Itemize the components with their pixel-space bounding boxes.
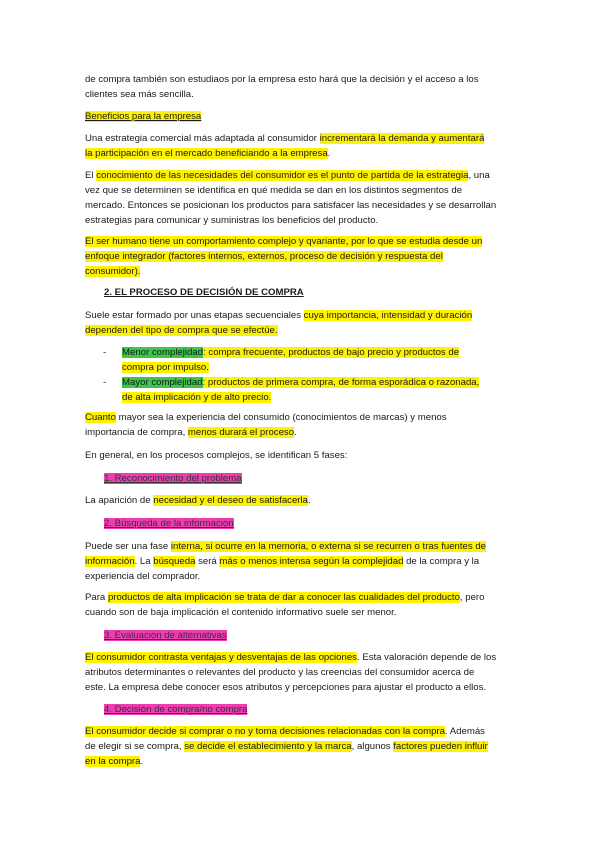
- stages-text: Suele estar formado por unas etapas secuenciales: [85, 310, 304, 321]
- human-line-3: consumidor).: [85, 266, 141, 277]
- phase1-text: La aparición de: [85, 495, 154, 506]
- benefits-heading: [85, 109, 515, 124]
- benefits-highlight-1: incrementará la demanda y aumentará: [319, 133, 485, 144]
- paragraph-general: [85, 448, 515, 463]
- human-line-1: El ser humano tiene un comportamiento complejo y qvariante, por lo que se estudia desde un: [85, 236, 483, 247]
- paragraph-human: [85, 234, 515, 279]
- phase2-text: Puede ser una fase: [85, 541, 171, 552]
- phase1-heading: [104, 471, 534, 486]
- paragraph-phase4: [85, 724, 515, 769]
- knowledge-line-2: vez que se determinen se identifica en qué medida se dan en los distintos segmentos de: [85, 185, 463, 196]
- phase2-highlight-1: interna, si ocurre en la memoria, o externa si se recurren o tras fuentes de: [170, 541, 487, 552]
- cuanto-highlight-2: menos durará el proceso: [187, 427, 295, 438]
- benefits-period: .: [327, 148, 331, 159]
- general-text: En general, en los procesos complejos, se identifican 5 fases:: [85, 450, 348, 461]
- complexity-list: [103, 345, 533, 405]
- phase1-highlight: necesidad y el deseo de satisfacerla: [153, 495, 308, 506]
- knowledge-text: El: [85, 170, 97, 181]
- phase2-line-3: experiencia del comprador.: [85, 571, 201, 582]
- paragraph-involvement: [85, 590, 515, 620]
- paragraph-knowledge: [85, 168, 515, 228]
- intro-line-1: de compra también son estudiaos por la empresa esto hará que la decisión y el acceso a los: [85, 74, 479, 85]
- paragraph-phase1: [85, 493, 515, 508]
- bullet-dash: -: [103, 347, 107, 358]
- bullet-text-less: : compra frecuente, productos de bajo precio y productos de: [203, 347, 460, 358]
- intro-line-2: clientes sea más sencilla.: [85, 89, 194, 100]
- bullet-text-more-2: de alta implicación y de alto precio.: [122, 392, 272, 403]
- phase3-title: 3. Evaluación de alternativas: [104, 630, 227, 641]
- bullet-dash: -: [103, 377, 107, 388]
- phase4-text-3: , algunos: [351, 741, 394, 752]
- paragraph-phase2: [85, 539, 515, 584]
- phase4-highlight-4: en la compra: [85, 756, 141, 767]
- phase2-highlight-2: información: [85, 556, 135, 567]
- bullet-label-more: Mayor complejidad: [122, 377, 203, 388]
- phase2-title: 2. Búsqueda de la información: [104, 518, 234, 529]
- phase4-title: 4. Decisión de compra/no compra: [104, 704, 248, 715]
- knowledge-tail: , una: [468, 170, 490, 181]
- involve-text: Para: [85, 592, 108, 603]
- phase2-text-2: . La: [134, 556, 154, 567]
- bullet-label-less: Menor complejidad: [122, 347, 204, 358]
- list-item: [103, 345, 533, 360]
- phase4-text: . Además: [444, 726, 485, 737]
- paragraph-stages: [85, 308, 515, 338]
- cuanto-text: mayor sea la experiencia del consumido (conocimientos de marcas) y menos: [115, 412, 447, 423]
- phase3-highlight: El consumidor contrasta ventajas y desventajas de las opciones: [85, 652, 357, 663]
- phase2-highlight-4: más o menos intensa según la complejidad: [219, 556, 404, 567]
- phase3-heading: [104, 628, 534, 643]
- paragraph-cuanto: [85, 410, 515, 440]
- section-heading: [104, 285, 534, 300]
- phase2-heading: [104, 516, 534, 531]
- paragraph-phase3: [85, 650, 515, 695]
- phase2-text-3: será: [195, 556, 220, 567]
- phase4-heading: [104, 702, 534, 717]
- phase4-highlight-3: factores pueden influir: [393, 741, 488, 752]
- benefits-highlight-2: la participación en el mercado beneficiando a la empresa: [85, 148, 328, 159]
- paragraph-benefits: [85, 131, 515, 161]
- phase3-line-2: atributos determinantes o relevantes del producto y las creencias del consumidor acerca de: [85, 667, 475, 678]
- phase2-text-4: de la compra y la: [403, 556, 480, 567]
- involve-tail: , pero: [459, 592, 485, 603]
- paragraph-intro: [85, 72, 515, 102]
- list-item: [103, 375, 533, 390]
- involve-highlight: productos de alta implicación se trata de dar a conocer las cualidades del producto: [107, 592, 460, 603]
- cuanto-period: .: [294, 427, 297, 438]
- section2-title: 2. EL PROCESO DE DECISIÓN DE COMPRA: [104, 287, 304, 298]
- knowledge-line-4: estrategias para comunicar y suministras los beneficios del producto.: [85, 215, 379, 226]
- phase4-highlight-1: El consumidor decide si comprar o no y toma decisiones relacionadas con la compra: [85, 726, 445, 737]
- bullet-text-less-2: compra por impulso.: [122, 362, 209, 373]
- phase3-text: . Esta valoración depende de los: [356, 652, 497, 663]
- bullet-text-more: : productos de primera compra, de forma esporádica o razonada,: [202, 377, 480, 388]
- phase4-period: .: [140, 756, 144, 767]
- stages-highlight-2: dependen del tipo de compra que se efectúe.: [85, 325, 278, 336]
- knowledge-line-3: mercado. Entonces se posicionan los productos para satisfacer las necesidades y se desarrollan: [85, 200, 497, 211]
- knowledge-highlight: conocimiento de las necesidades del consumidor es el punto de partida de la estrategia: [96, 170, 469, 181]
- phase2-highlight-3: búsqueda: [153, 556, 196, 567]
- human-line-2: enfoque integrador (factores internos, externos, proceso de decisión y respuesta del: [85, 251, 443, 262]
- stages-highlight-1: cuya importancia, intensidad y duración: [303, 310, 473, 321]
- involve-line-2: cuando son de baja implicación el contenido informativo suele ser menor.: [85, 607, 397, 618]
- benefits-text: Una estrategia comercial más adaptada al consumidor: [85, 133, 320, 144]
- phase3-line-3: este. La empresa debe conocer esos atributos y percepciones para ajustar el producto a ellos.: [85, 682, 487, 693]
- phase1-period: .: [307, 495, 311, 506]
- phase4-text-2: de elegir si se compra,: [85, 741, 185, 752]
- phase4-highlight-2: se decide el establecimiento y la marca: [184, 741, 352, 752]
- cuanto-text-2: importancia de compra,: [85, 427, 188, 438]
- cuanto-highlight: Cuanto: [85, 412, 116, 423]
- phase1-title: 1. Reconocimiento del problema: [104, 473, 242, 484]
- benefits-title: Beneficios para la empresa: [85, 111, 202, 122]
